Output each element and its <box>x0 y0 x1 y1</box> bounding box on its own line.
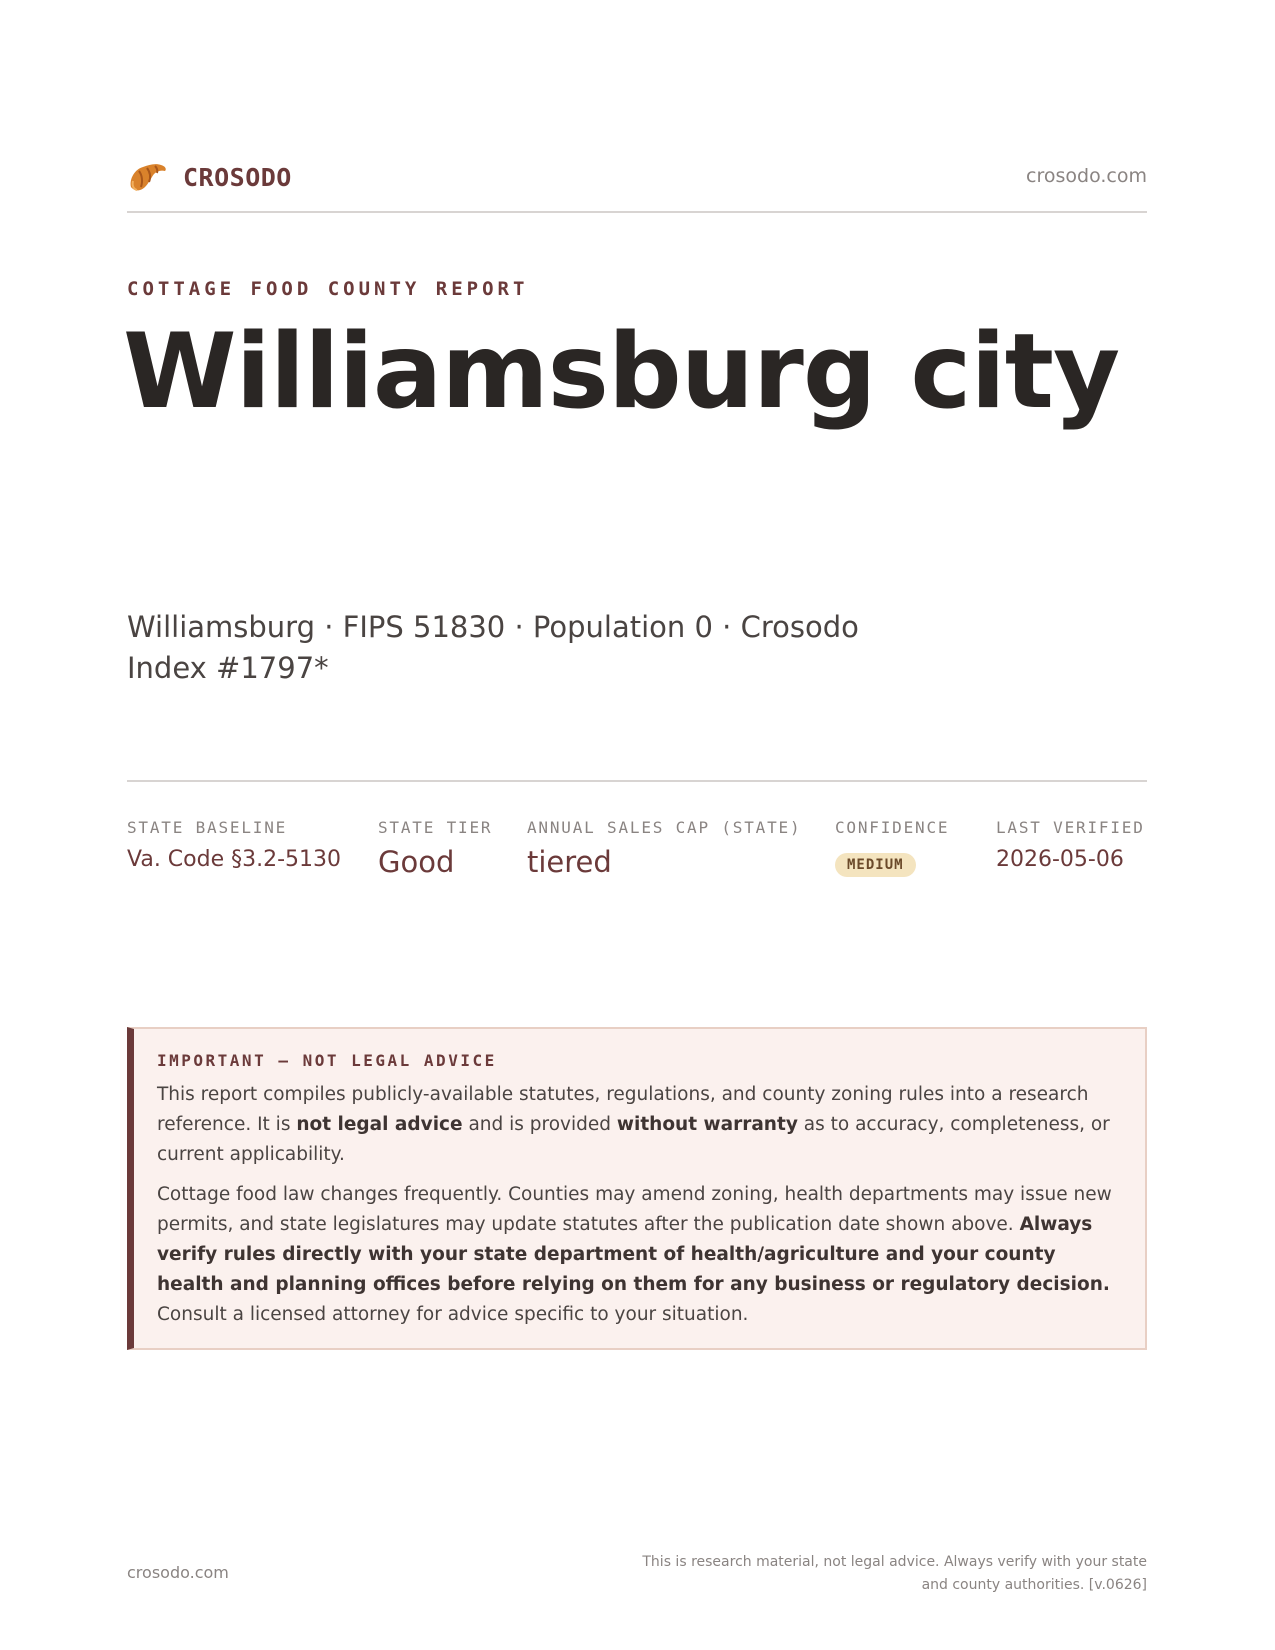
stat-last-verified <box>996 818 1145 872</box>
stat-label: STATE TIER <box>378 818 493 837</box>
notice-text: and is provided <box>462 1114 617 1135</box>
notice-text: This report compiles publicly-available statutes, regulations, and county zoning rules into a research reference. It is <box>157 1084 1089 1135</box>
croissant-icon <box>127 159 169 195</box>
header-site-url[interactable]: crosodo.com <box>1026 165 1147 187</box>
section-divider <box>127 780 1147 782</box>
page-title: Williamsburg city <box>123 312 1120 432</box>
notice-text: as to accuracy, completeness, or current applicability. <box>157 1114 1110 1165</box>
footer-disclaimer <box>607 1551 1147 1597</box>
stat-value: Va. Code §3.2-5130 <box>127 847 342 872</box>
report-subtitle: Williamsburg · FIPS 51830 · Population 0 · Crosodo Index #1797* <box>127 610 859 685</box>
notice-paragraph-2 <box>157 1180 1119 1330</box>
notice-title: IMPORTANT — NOT LEGAL ADVICE <box>157 1051 497 1070</box>
notice-paragraph-1 <box>157 1080 1119 1170</box>
footer-site-url[interactable]: crosodo.com <box>127 1563 229 1582</box>
footer-disclaimer-line: and county authorities. [v.0626] <box>921 1577 1147 1593</box>
footer-disclaimer-line: This is research material, not legal advice. Always verify with your state <box>642 1554 1147 1570</box>
stat-label: STATE BASELINE <box>127 818 288 837</box>
legal-notice <box>127 1027 1147 1350</box>
stat-state-baseline <box>127 818 341 872</box>
notice-text: Consult a licensed attorney for advice specific to your situation. <box>157 1304 749 1325</box>
brand-name: CROSODO <box>183 162 292 192</box>
report-eyebrow: COTTAGE FOOD COUNTY REPORT <box>127 278 529 300</box>
stat-state-tier <box>378 818 492 879</box>
page-header <box>127 155 1147 213</box>
notice-emphasis: without warranty <box>616 1114 798 1135</box>
stat-value: Good <box>378 845 455 879</box>
notice-emphasis: not legal advice <box>296 1114 463 1135</box>
notice-text: Cottage food law changes frequently. Counties may amend zoning, health departments may issue new permits, and state legislatures may update statutes after the publication date shown above. <box>157 1184 1112 1235</box>
confidence-badge: MEDIUM <box>835 853 916 877</box>
stat-label: CONFIDENCE <box>835 818 950 837</box>
stat-label: LAST VERIFIED <box>996 818 1145 837</box>
report-page <box>123 0 1147 1650</box>
stat-annual-sales-cap <box>527 818 801 879</box>
stat-value: 2026-05-06 <box>996 847 1124 872</box>
notice-emphasis: Always verify rules directly with your state department of health/agriculture and your county health and planning offices before relying on them for any business or regulatory decision. <box>157 1214 1110 1295</box>
brand[interactable] <box>127 159 292 195</box>
stat-confidence <box>835 818 949 877</box>
stat-label: ANNUAL SALES CAP (STATE) <box>527 818 802 837</box>
stat-value: tiered <box>527 845 612 879</box>
